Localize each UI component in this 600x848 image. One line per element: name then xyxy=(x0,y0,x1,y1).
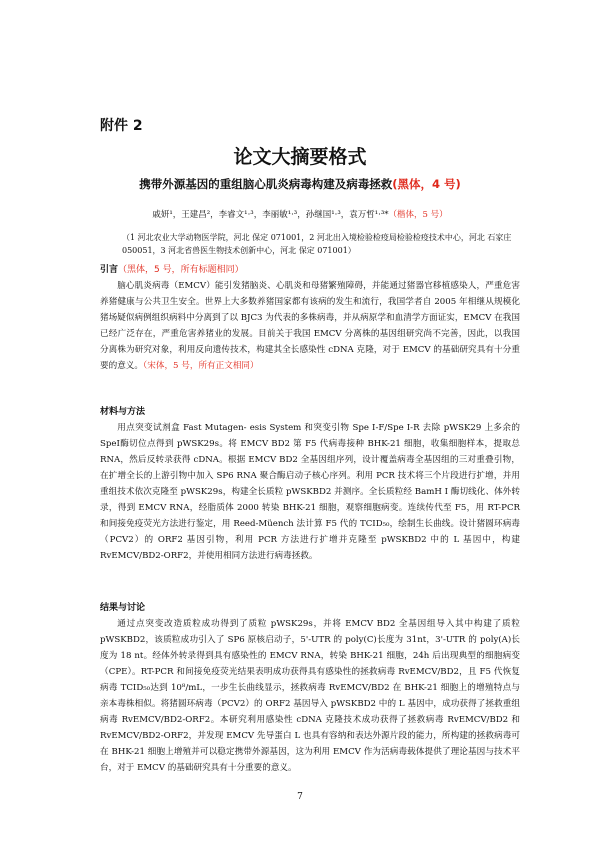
intro-section xyxy=(100,262,520,374)
results-section xyxy=(100,600,520,776)
paper-title-text: 携带外源基因的重组脑心肌炎病毒构建及病毒拯救 xyxy=(139,177,393,191)
paper-title xyxy=(60,176,540,192)
affiliations: （1 河北农业大学动物医学院，河北 保定 071001，2 河北出入境检验检疫局检验检疫技术中心，河北 石家庄 050051，3 河北省兽医生物技术创新中心，河北 保定 071001） xyxy=(122,233,512,255)
intro-heading-note: （黑体，5 号，所有标题相同） xyxy=(118,265,244,275)
body-format-note: （宋体，5 号，所有正文相同） xyxy=(142,361,259,371)
intro-heading-text: 引言 xyxy=(100,265,119,275)
methods-section xyxy=(100,404,520,564)
author-line xyxy=(60,208,540,220)
intro-heading xyxy=(100,262,520,278)
results-paragraph: 通过点突变改造质粒成功得到了质粒 pWSK29s，并将 EMCV BD2 全基因组导入其中构建了质粒 pWSKBD2，该质粒成功引入了 SP6 原核启动子，5'-UTR 的 poly(C)长度为 31nt，3'-UTR 的 poly(A)长度为 18 nt。经体外转录得到具有感染性的 EMCV RNA，转染 BHK-21 细胞，24h 后出现典型的细胞病变（CPE）。RT-PCR 和间接免疫荧光结果表明成功获得具有感染性的拯救病毒 RvEMCV/BD2，且 F5 代恢复病毒 TCID₅₀达到 10⁸/mL，一步生长曲线显示，拯救病毒 RvEMCV/BD2 在 BHK-21 细胞上的增殖特点与亲本毒株相似。将猪圆环病毒（PCV2）的 ORF2 基因导入 pWSKBD2 中的 L 基因中，成功获得了拯救重组病毒 RvEMCV/BD2-ORF2。本研究利用感染性 cDNA 克隆技术成功获得了拯救病毒 RvEMCV/BD2 和 RvEMCV/BD2-ORF2，并发现 EMCV 先导蛋白 L 也具有容纳和表达外源片段的能力，所构建的拯救病毒可在 BHK-21 细胞上增殖并可以稳定携带外源基因，这为利用 EMCV 作为活病毒载体提供了理论基因与技术平台，对于 EMCV 的基础研究具有十分重要的意义。 xyxy=(100,619,520,773)
annex-label: 附件 2 xyxy=(100,118,143,134)
page-title: 论文大摘要格式 xyxy=(233,146,367,168)
author-format-note: （楷体，5 号） xyxy=(388,210,448,220)
results-heading: 结果与讨论 xyxy=(100,603,146,613)
methods-heading: 材料与方法 xyxy=(100,407,146,417)
methods-paragraph: 用点突变试剂盒 Fast Mutagen- esis System 和突变引物 Spe I-F/Spe I-R 去除 pWSK29 上多余的 SpeI酶切位点得到 pWSK29s。将 EMCV BD2 第 F5 代病毒接种 BHK-21 细胞，收集细胞样本，提取总 RNA，然后反转录获得 cDNA。根据 EMCV BD2 全基因组序列，设计覆盖病毒全基因组的三对重叠引物，在扩增全长的上游引物中加入 SP6 RNA 聚合酶启动子核心序列。利用 PCR 技术将三个片段进行扩增，并用重组技术依次克隆至 pWSK29s，构建全长质粒 pWSKBD2 并测序。全长质粒经 BamH I 酶切线化、体外转录，得到 EMCV RNA，经脂质体 2000 转染 BHK-21 细胞，观察细胞病变。连续传代至 F5，用 RT-PCR 和间接免疫荧光方法进行鉴定，用 Reed-Müench 法计算 F5 代的 TCID₅₀，绘制生长曲线。设计猪圆环病毒（PCV2）的 ORF2 基因引物，利用 PCR 方法进行扩增并克隆至 pWSKBD2 中的 L 基因中，构建 RvEMCV/BD2-ORF2，并使用相同方法进行病毒拯救。 xyxy=(100,423,520,561)
intro-body: 脑心肌炎病毒（EMCV）能引发猪脑炎、心肌炎和母猪繁殖障碍，并能通过猪器官移植感染人，严重危害养猪健康与公共卫生安全。世界上大多数养猪国家都有该病的发生和流行，我国学者自 2005 年相继从规模化猪场疑似病例组织病料中分离到了以 BJC3 为代表的多株病毒，并从病原学和血清学方面证实，EMCV 在我国已经广泛存在，严重危害养猪业的发展。目前关于我国 EMCV 分离株的基因组研究尚不完善，因此，以我国分离株为研究对象，利用反向遗传技术，构建其全长感染性 cDNA 克隆，对于 EMCV 的基础研究具有十分重要的意义。 xyxy=(100,281,520,371)
page-number: 7 xyxy=(297,792,303,802)
intro-paragraph xyxy=(100,278,520,374)
paper-title-format-note: (黑体，4 号) xyxy=(392,177,461,191)
author-names: 戚妍¹，王建昌²，李睿文¹·³，李丽敏¹·³，孙继国¹·³，袁万哲¹·³* xyxy=(152,210,389,220)
